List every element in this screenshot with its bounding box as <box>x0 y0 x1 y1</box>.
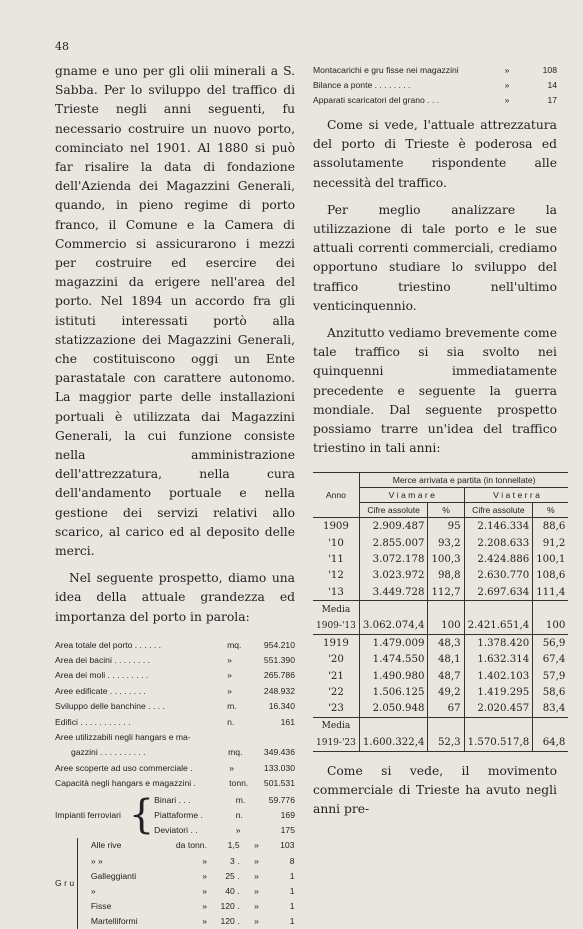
traffic-row <box>313 518 568 535</box>
terra-value: 2.424.886 <box>464 551 533 567</box>
mare-pct: 93,2 <box>428 535 464 551</box>
left-paragraph-2: Nel seguente prospetto, diamo una idea della attuale grandezza ed importanza del porto in parola: <box>55 571 295 624</box>
gru-value: 1 <box>289 901 295 912</box>
equipment-label: Montacarichi e gru fisse nei magazzini <box>313 64 459 75</box>
mare-value: 3.449.728 <box>359 584 428 601</box>
media-blank <box>464 601 533 618</box>
traffic-row <box>313 551 568 567</box>
gru-unit: » <box>254 885 259 896</box>
media-row <box>313 618 568 635</box>
left-column <box>55 62 295 929</box>
header-via-mare: V i a m a r e <box>359 488 464 503</box>
stats-row-label: Area dei moli . . . . . . . . . <box>55 670 149 681</box>
right-paragraph-4: Come si vede, il movimento commerciale di Trieste ha avuto negli anni pre- <box>313 763 557 817</box>
stats-row-label: Sviluppo delle banchine . . . . <box>55 701 165 712</box>
mare-pct: 52,3 <box>428 735 464 752</box>
gru-value: 1 <box>289 916 295 927</box>
header-merce: Merce arrivata e partita (in tonnellate) <box>359 473 568 488</box>
year-cell: '13 <box>328 586 344 598</box>
traffic-row <box>313 535 568 551</box>
gru-group: Galleggianti <box>90 870 137 881</box>
impianti-value: 169 <box>280 810 295 821</box>
stats-row <box>55 714 295 729</box>
terra-pct: 100 <box>533 618 569 635</box>
impianti-item: Deviatori . . <box>154 825 198 836</box>
year-cell: '20 <box>328 654 344 666</box>
media-row <box>313 601 568 618</box>
mare-pct: 48,7 <box>428 668 464 684</box>
equipment-table <box>313 62 557 107</box>
stats-row-label: Edifici . . . . . . . . . . . <box>55 716 131 727</box>
terra-pct: 57,9 <box>533 668 569 684</box>
impianti-value: 175 <box>280 825 295 836</box>
terra-value: 1.632.314 <box>464 652 533 668</box>
stats-row <box>55 698 295 713</box>
mare-value: 2.909.487 <box>359 518 428 535</box>
header-pct: % <box>428 503 464 518</box>
equipment-row <box>313 77 557 92</box>
mare-value: 1.479.009 <box>359 635 428 652</box>
mare-pct: 100 <box>428 618 464 635</box>
media-years: 1909-'13 <box>316 620 356 631</box>
equipment-unit: » <box>504 94 510 105</box>
gru-row <box>55 883 295 898</box>
stats-row-unit: » <box>227 654 232 665</box>
right-column <box>313 62 566 820</box>
mare-value: 2.855.007 <box>359 535 428 551</box>
gru-da: » <box>202 885 207 896</box>
stats-row-unit: mq. <box>227 639 242 650</box>
terra-value: 1.570.517,8 <box>464 735 533 752</box>
stats-row-label: Aree utilizzabili negli hangars e ma- <box>55 731 191 742</box>
terra-pct: 83,4 <box>533 701 569 718</box>
year-cell: '10 <box>328 537 344 549</box>
gru-group: » <box>90 885 96 896</box>
stats-row-value: 133.030 <box>263 762 295 773</box>
media-years: 1919-'23 <box>316 737 356 748</box>
right-paragraph-1: Come si vede, l'attuale attrezzatura del porto di Trieste è poderosa ed assolutamente rispondente alle necessità del traffico. <box>313 118 557 190</box>
equipment-row <box>313 92 557 107</box>
traffic-row <box>313 635 568 652</box>
gru-group: Martelliformi <box>90 916 138 927</box>
gru-unit: » <box>254 916 259 927</box>
gru-tonn: 3 . <box>230 855 240 866</box>
mare-pct: 67 <box>428 701 464 718</box>
traffic-row <box>313 701 568 718</box>
stats-row-value: 349.436 <box>263 747 295 758</box>
brace-icon <box>77 838 87 929</box>
stats-row <box>55 668 295 683</box>
media-blank <box>533 718 569 735</box>
terra-value: 1.378.420 <box>464 635 533 652</box>
equipment-label: Apparati scaricatori del grano . . . <box>313 94 440 105</box>
left-paragraph-1: gname e uno per gli olii minerali a S. Sabba. Per lo sviluppo del traffico di Trieste negli anni seguenti, fu necessario costruire un nuovo porto, cominciato nel 1901. Al 1880 si può far risalire la data di fondazione dell'Azienda dei Magazzini Generali, quando, in pieno regime di porto franco, il Comune e la Camera di Commercio si assicurarono i mezzi per costruire ed esercire dei magazzini da erigere nell'area del porto. Nel 1894 un accordo fra gli istituti interessati portò alla statizzazione dei Magazzini Generali, che costituiscono oggi un Ente parastatale con carattere autonomo. La maggior parte delle installazioni portuali è utilizzata dai Magazzini Generali, la cui funzione consiste nella amministrazione dell'attrezzatura, nella cura dell'andamento portuale e nella gestione dei servizi relativi allo scarico, al carico ed al deposito delle merci. <box>55 64 295 559</box>
traffic-row <box>313 584 568 601</box>
stats-row-label: Aree edificate . . . . . . . . <box>55 685 146 696</box>
stats-row-unit: mq. <box>228 747 243 758</box>
equipment-value: 17 <box>547 94 557 105</box>
impianti-unit: m. <box>235 795 246 806</box>
port-stats-table-2 <box>55 729 295 760</box>
traffic-table <box>313 472 568 751</box>
stats-row-unit: » <box>227 685 232 696</box>
terra-value: 2.421.651,4 <box>464 618 533 635</box>
header-cifre: Cifre assolute <box>359 503 428 518</box>
terra-value: 2.697.634 <box>464 584 533 601</box>
stats-row-label: gazzini . . . . . . . . . . <box>71 747 146 758</box>
year-cell: '21 <box>328 670 344 682</box>
gru-unit: » <box>254 855 259 866</box>
terra-pct: 88,6 <box>533 518 569 535</box>
stats-row-value: 551.390 <box>263 654 295 665</box>
equipment-unit: » <box>504 79 510 90</box>
gru-unit: » <box>254 840 259 851</box>
mare-pct: 100,3 <box>428 551 464 567</box>
stats-row-unit: n. <box>227 716 235 727</box>
gru-value: 1 <box>289 870 295 881</box>
gru-tonn: 1,5 <box>227 840 240 851</box>
stats-row-value: 248.932 <box>263 685 295 696</box>
header-via-terra: V i a t e r r a <box>464 488 568 503</box>
gru-value: 1 <box>289 885 295 896</box>
mare-value: 1.474.550 <box>359 652 428 668</box>
gru-tonn: 120 . <box>220 916 240 927</box>
equipment-value: 14 <box>547 79 557 90</box>
year-cell: '12 <box>328 570 344 582</box>
gru-row <box>55 868 295 883</box>
stats-row-label: Aree scoperte ad uso commerciale . <box>55 762 193 773</box>
stats-row <box>55 652 295 667</box>
media-row <box>313 735 568 752</box>
stats-row-value: 16.340 <box>268 701 295 712</box>
terra-pct: 64,8 <box>533 735 569 752</box>
page-number: 48 <box>55 40 69 53</box>
impianti-item: Piattaforme . <box>154 810 203 821</box>
media-blank <box>428 601 464 618</box>
gru-unit: » <box>254 901 259 912</box>
impianti-value: 59.776 <box>268 795 295 806</box>
terra-value: 2.630.770 <box>464 568 533 584</box>
gru-label: G r u <box>55 878 75 889</box>
stats-row-unit: » <box>229 762 234 773</box>
header-cifre: Cifre assolute <box>464 503 533 518</box>
terra-value: 2.020.457 <box>464 701 533 718</box>
media-label: Media <box>313 718 359 735</box>
traffic-row <box>313 652 568 668</box>
terra-pct: 58,6 <box>533 684 569 700</box>
media-blank <box>533 601 569 618</box>
brace-icon: { <box>128 792 155 839</box>
stats-row-label: Area dei bacini . . . . . . . . <box>55 654 151 665</box>
stats-row <box>55 637 295 652</box>
traffic-row <box>313 684 568 700</box>
stats-row <box>55 775 295 790</box>
gru-value: 8 <box>289 855 295 866</box>
terra-pct: 100,1 <box>533 551 569 567</box>
terra-value: 2.146.334 <box>464 518 533 535</box>
gru-da: » <box>202 855 207 866</box>
equipment-row <box>313 62 557 77</box>
media-blank <box>464 718 533 735</box>
impianti-unit: » <box>235 825 241 836</box>
equipment-value: 108 <box>542 64 557 75</box>
terra-pct: 91,2 <box>533 535 569 551</box>
terra-pct: 108,6 <box>533 568 569 584</box>
gru-row <box>55 838 295 853</box>
stats-row <box>55 683 295 698</box>
mare-value: 1.506.125 <box>359 684 428 700</box>
mare-value: 1.490.980 <box>359 668 428 684</box>
right-paragraph-3: Anzitutto vediamo brevemente come tale traffico si sia svolto nei quinquenni immediatamente precedente e seguente la guerra mondiale. Dal seguente prospetto possiamo trarre un'idea del traffico triestino in tali anni: <box>313 326 557 456</box>
gru-value: 103 <box>280 840 295 851</box>
gru-da: » <box>202 916 207 927</box>
terra-value: 1.402.103 <box>464 668 533 684</box>
mare-value: 3.023.972 <box>359 568 428 584</box>
stats-row-value: 265.786 <box>263 670 295 681</box>
gru-group: Fisse <box>90 901 112 912</box>
mare-value: 2.050.948 <box>359 701 428 718</box>
year-cell: 1919 <box>313 635 359 652</box>
media-blank <box>359 601 428 618</box>
equipment-unit: » <box>504 64 510 75</box>
impianti-label: Impianti ferroviari <box>55 810 121 821</box>
gru-da: » <box>202 901 207 912</box>
stats-row-value: 501.531 <box>263 778 295 789</box>
gru-group: Alle rive <box>90 840 122 851</box>
mare-pct: 98,8 <box>428 568 464 584</box>
gru-row <box>55 853 295 868</box>
year-cell: '23 <box>328 703 344 715</box>
mare-pct: 48,3 <box>428 635 464 652</box>
gru-table <box>55 838 295 929</box>
stats-row-unit: m. <box>227 701 237 712</box>
port-stats-table <box>55 637 295 729</box>
stats-row-value: 954.210 <box>263 639 295 650</box>
mare-pct: 49,2 <box>428 684 464 700</box>
terra-pct: 111,4 <box>533 584 569 601</box>
gru-tonn: 25 . <box>225 870 240 881</box>
mare-value: 3.062.074,4 <box>359 618 428 635</box>
traffic-row <box>313 568 568 584</box>
gru-da: » <box>202 870 207 881</box>
gru-row <box>55 899 295 914</box>
media-label: Media <box>313 601 359 618</box>
gru-unit: » <box>254 870 259 881</box>
year-cell: '11 <box>328 553 344 565</box>
gru-group: » » <box>90 855 103 866</box>
mare-value: 1.600.322,4 <box>359 735 428 752</box>
media-row <box>313 718 568 735</box>
mare-pct: 112,7 <box>428 584 464 601</box>
mare-pct: 48,1 <box>428 652 464 668</box>
stats-row-value: 161 <box>280 716 295 727</box>
header-pct: % <box>533 503 569 518</box>
traffic-row <box>313 668 568 684</box>
gru-row <box>55 914 295 929</box>
year-cell: '22 <box>328 687 344 699</box>
impianti-unit: n. <box>235 810 243 821</box>
terra-pct: 67,4 <box>533 652 569 668</box>
mare-value: 3.072.178 <box>359 551 428 567</box>
terra-pct: 56,9 <box>533 635 569 652</box>
terra-value: 2.208.633 <box>464 535 533 551</box>
impianti-item: Binari . . . <box>154 795 191 806</box>
stats-row-unit: tonn. <box>229 778 249 789</box>
stats-row <box>55 760 295 775</box>
gru-tonn: 40 . <box>225 885 240 896</box>
right-paragraph-2: Per meglio analizzare la utilizzazione di tale porto e le sue attuali correnti commerciali, crediamo opportuno studiare lo sviluppo del traffico triestino nell'ultimo venticinquennio. <box>313 202 557 313</box>
stats-row-unit: » <box>227 670 232 681</box>
media-blank <box>428 718 464 735</box>
media-blank <box>359 718 428 735</box>
year-cell: 1909 <box>313 518 359 535</box>
gru-tonn: 120 . <box>220 901 240 912</box>
stats-row-label: Capacità negli hangars e magazzini . <box>55 778 196 789</box>
stats-row-label: Area totale del porto . . . . . . <box>55 639 162 650</box>
terra-value: 1.419.295 <box>464 684 533 700</box>
port-stats-table-3 <box>55 760 295 791</box>
gru-da: da tonn. <box>175 840 207 851</box>
equipment-label: Bilance a ponte . . . . . . . . <box>313 79 411 90</box>
header-anno: Anno <box>313 473 359 518</box>
mare-pct: 95 <box>428 518 464 535</box>
